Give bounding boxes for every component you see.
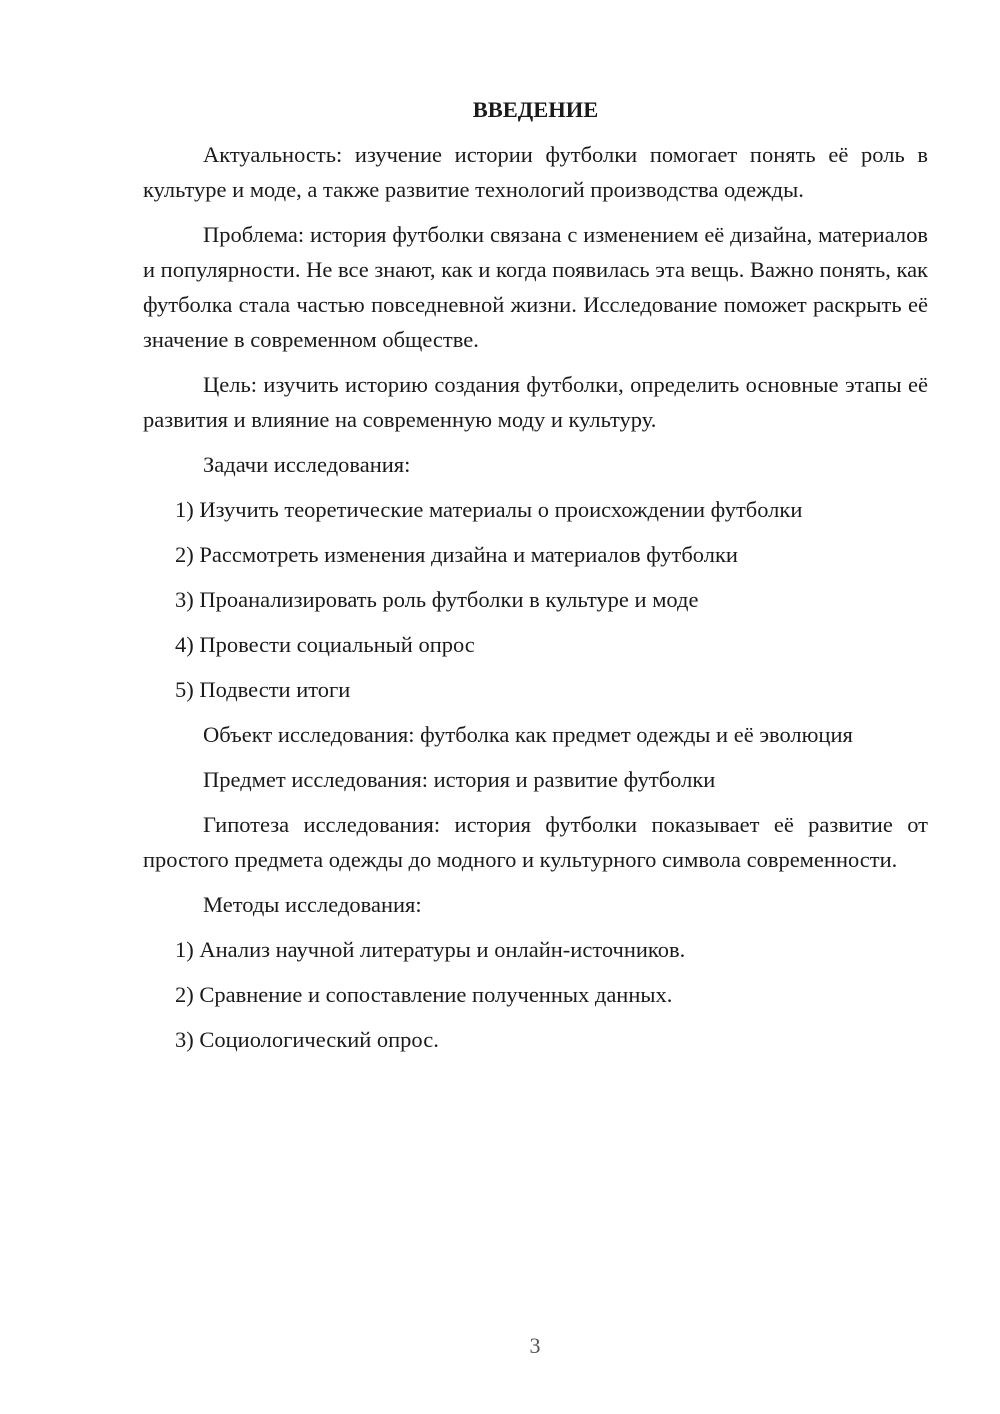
subject-line: Предмет исследования: история и развитие футболки bbox=[203, 767, 716, 792]
goal-paragraph: Цель: изучить историю создания футболки, определить основные этапы её развития и влияние на современную моду и культуру. bbox=[143, 372, 928, 432]
list-item: 4) Провести социальный опрос bbox=[175, 632, 475, 657]
page-number: 3 bbox=[529, 1333, 541, 1358]
list-item: 2) Сравнение и сопоставление полученных данных. bbox=[175, 982, 673, 1007]
tasks-list bbox=[143, 492, 928, 707]
list-item: 5) Подвести итоги bbox=[175, 677, 351, 702]
section-heading: ВВЕДЕНИЕ bbox=[472, 97, 599, 122]
list-item: 2) Рассмотреть изменения дизайна и материалов футболки bbox=[175, 542, 738, 567]
list-item: 1) Изучить теоретические материалы о происхождении футболки bbox=[175, 497, 803, 522]
methods-title: Методы исследования: bbox=[203, 892, 422, 917]
relevance-paragraph: Актуальность: изучение истории футболки помогает понять её роль в культуре и моде, а также развитие технологий производства одежды. bbox=[143, 142, 928, 202]
hypothesis-paragraph: Гипотеза исследования: история футболки показывает её развитие от простого предмета одежды до модного и культурного символа современности. bbox=[143, 812, 928, 872]
page-content bbox=[143, 92, 928, 1067]
methods-list bbox=[143, 932, 928, 1057]
list-item: 3) Социологический опрос. bbox=[175, 1027, 439, 1052]
list-item: 1) Анализ научной литературы и онлайн-источников. bbox=[175, 937, 686, 962]
object-line: Объект исследования: футболка как предмет одежды и её эволюция bbox=[203, 722, 853, 747]
tasks-title: Задачи исследования: bbox=[203, 452, 411, 477]
list-item: 3) Проанализировать роль футболки в культуре и моде bbox=[175, 587, 699, 612]
problem-paragraph: Проблема: история футболки связана с изменением её дизайна, материалов и популярности. Не все знают, как и когда появилась эта вещь. Важно понять, как футболка стала частью повседневной жизни. Исследование поможет раскрыть её значение в современном обществе. bbox=[143, 222, 928, 352]
